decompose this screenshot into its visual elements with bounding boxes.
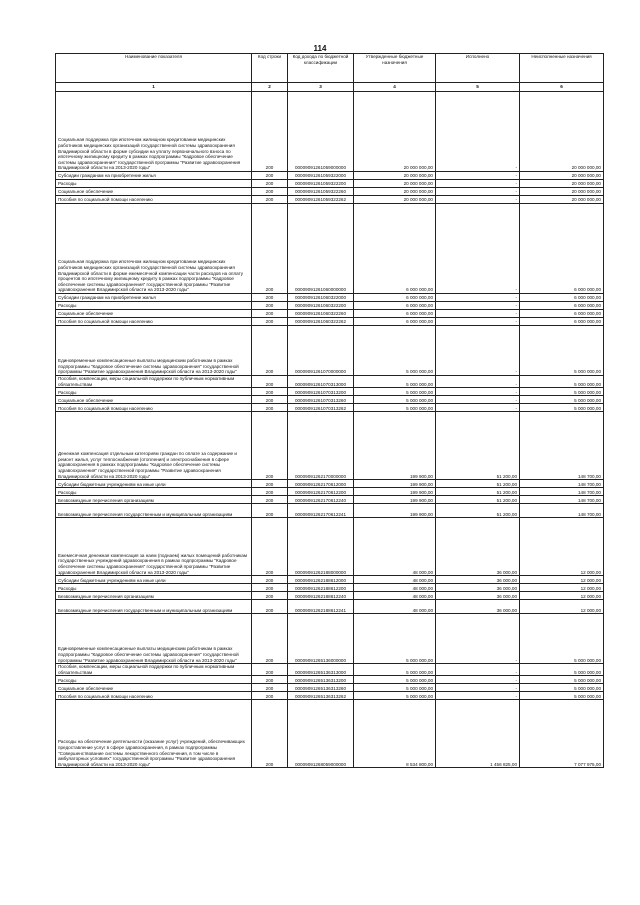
row-unexecuted: 148 700,00 xyxy=(520,480,604,488)
row-budget-code: 00009091265136313260 xyxy=(288,684,354,692)
table-row xyxy=(56,584,604,592)
table-row xyxy=(56,188,604,196)
row-unexecuted: 5 000 000,00 xyxy=(520,388,604,396)
row-budget-code: 00009091261070313260 xyxy=(288,396,354,404)
row-line-code: 200 xyxy=(252,318,288,326)
row-unexecuted: 148 700,00 xyxy=(520,412,604,480)
row-unexecuted: 5 000 000,00 xyxy=(520,376,604,388)
row-approved: 5 000 000,00 xyxy=(354,614,436,664)
row-line-code: 200 xyxy=(252,404,288,412)
row-line-code: 200 xyxy=(252,310,288,318)
table-row xyxy=(56,488,604,496)
row-budget-code: 00009091265136313262 xyxy=(288,692,354,700)
row-approved: 48 000,00 xyxy=(354,576,436,584)
row-line-code: 200 xyxy=(252,326,288,376)
table-row xyxy=(56,376,604,388)
table-row xyxy=(56,518,604,576)
row-budget-code: 00009091261059322260 xyxy=(288,188,354,196)
row-name: Ежемесячная денежная компенсация за наем (поднаем) жилых помещений работникам государственных учреждений здравоохранения в рамках подпрограммы "Кадровое обеспечение системы здравоохранения" государственной программы "Развитие здравоохранения Владимирской области на 2013-2020 годы" xyxy=(56,518,252,576)
row-executed: 1 456 825,00 xyxy=(436,700,520,768)
row-budget-code: 00009091261070313000 xyxy=(288,376,354,388)
row-executed: - xyxy=(436,310,520,318)
row-approved: 6 000 000,00 xyxy=(354,302,436,310)
row-name: Пособия по социальной помощи населению xyxy=(56,196,252,204)
row-line-code: 200 xyxy=(252,488,288,496)
row-budget-code: 00009091262188612240 xyxy=(288,592,354,600)
table-row xyxy=(56,676,604,684)
table-row xyxy=(56,396,604,404)
row-budget-code: 00009091265136313200 xyxy=(288,676,354,684)
row-approved: 20 000 000,00 xyxy=(354,188,436,196)
row-line-code: 200 xyxy=(252,172,288,180)
row-line-code: 200 xyxy=(252,302,288,310)
row-approved: 8 534 800,00 xyxy=(354,700,436,768)
row-name: Пособия, компенсации, меры социальной поддержки по публичным нормативным обязательствам xyxy=(56,376,252,388)
row-budget-code: 00009091262170612200 xyxy=(288,488,354,496)
row-name: Пособия по социальной помощи населению xyxy=(56,692,252,700)
row-approved: 5 000 000,00 xyxy=(354,676,436,684)
row-name: Субсидии бюджетным учреждениям на иные цели xyxy=(56,480,252,488)
row-approved: 5 000 000,00 xyxy=(354,326,436,376)
row-name: Пособия по социальной помощи населению xyxy=(56,404,252,412)
row-line-code: 200 xyxy=(252,700,288,768)
row-approved: 48 000,00 xyxy=(354,518,436,576)
row-line-code: 200 xyxy=(252,518,288,576)
row-line-code: 200 xyxy=(252,388,288,396)
row-unexecuted: 6 000 000,00 xyxy=(520,204,604,294)
row-approved: 199 900,00 xyxy=(354,412,436,480)
row-executed: 36 000,00 xyxy=(436,584,520,592)
table-row xyxy=(56,496,604,504)
row-executed: 36 000,00 xyxy=(436,600,520,614)
table-row xyxy=(56,310,604,318)
row-unexecuted: 6 000 000,00 xyxy=(520,318,604,326)
row-line-code: 200 xyxy=(252,480,288,488)
row-line-code: 200 xyxy=(252,614,288,664)
table-row xyxy=(56,614,604,664)
row-name: Единовременные компенсационные выплаты медицинским работникам в рамках подпрограммы "Кадровое обеспечение системы здравоохранения" государственной программы "Развитие здравоохранения Владимирской области на 2013-2020 годы" xyxy=(56,326,252,376)
row-line-code: 200 xyxy=(252,204,288,294)
header-name: Наименование показателя xyxy=(56,54,252,83)
row-unexecuted: 7 077 975,00 xyxy=(520,700,604,768)
row-name: Безвозмездные перечисления государственным и муниципальным организациям xyxy=(56,504,252,518)
row-name: Социальное обеспечение xyxy=(56,188,252,196)
row-unexecuted: 5 000 000,00 xyxy=(520,664,604,676)
row-executed: - xyxy=(436,318,520,326)
column-number: 5 xyxy=(436,83,520,92)
row-executed: - xyxy=(436,326,520,376)
row-budget-code: 00009091261059322000 xyxy=(288,172,354,180)
header-line-code: Код строки xyxy=(252,54,288,83)
row-line-code: 200 xyxy=(252,592,288,600)
row-executed: 51 200,00 xyxy=(436,496,520,504)
row-name: Расходы xyxy=(56,676,252,684)
table-body xyxy=(56,92,604,768)
row-budget-code: 00009091262170612241 xyxy=(288,504,354,518)
row-budget-code: 00009091261059322200 xyxy=(288,180,354,188)
row-unexecuted: 148 700,00 xyxy=(520,504,604,518)
row-line-code: 200 xyxy=(252,188,288,196)
row-approved: 20 000 000,00 xyxy=(354,180,436,188)
row-unexecuted: 20 000 000,00 xyxy=(520,172,604,180)
row-unexecuted: 5 000 000,00 xyxy=(520,684,604,692)
row-budget-code: 00009091261070000000 xyxy=(288,326,354,376)
row-name: Расходы xyxy=(56,180,252,188)
table-row xyxy=(56,180,604,188)
table-row xyxy=(56,600,604,614)
row-approved: 5 000 000,00 xyxy=(354,396,436,404)
row-unexecuted: 12 000,00 xyxy=(520,600,604,614)
row-executed: 36 000,00 xyxy=(436,518,520,576)
row-unexecuted: 5 000 000,00 xyxy=(520,326,604,376)
row-budget-code: 00009091262188612000 xyxy=(288,576,354,584)
column-number: 1 xyxy=(56,83,252,92)
row-line-code: 200 xyxy=(252,496,288,504)
column-number-row xyxy=(56,83,604,92)
header-unexecuted: Неисполненные назначения xyxy=(520,54,604,83)
header-executed: Исполнено xyxy=(436,54,520,83)
row-line-code: 200 xyxy=(252,684,288,692)
row-approved: 48 000,00 xyxy=(354,592,436,600)
row-line-code: 200 xyxy=(252,376,288,388)
row-line-code: 200 xyxy=(252,664,288,676)
header-budget-code: Код дохода по бюджетной классификации xyxy=(288,54,354,83)
column-number: 2 xyxy=(252,83,288,92)
row-approved: 5 000 000,00 xyxy=(354,664,436,676)
column-number: 6 xyxy=(520,83,604,92)
row-line-code: 200 xyxy=(252,584,288,592)
row-approved: 199 900,00 xyxy=(354,504,436,518)
row-unexecuted: 6 000 000,00 xyxy=(520,294,604,302)
row-budget-code: 00009091261060322260 xyxy=(288,310,354,318)
row-budget-code: 00009091261060322000 xyxy=(288,294,354,302)
row-unexecuted: 6 000 000,00 xyxy=(520,310,604,318)
row-approved: 6 000 000,00 xyxy=(354,204,436,294)
table-row xyxy=(56,92,604,172)
row-executed: - xyxy=(436,404,520,412)
row-name: Безвозмездные перечисления организациям xyxy=(56,592,252,600)
row-approved: 5 000 000,00 xyxy=(354,388,436,396)
row-budget-code: 00009091261060322200 xyxy=(288,302,354,310)
row-line-code: 200 xyxy=(252,504,288,518)
row-approved: 20 000 000,00 xyxy=(354,172,436,180)
table-row xyxy=(56,404,604,412)
row-executed: - xyxy=(436,376,520,388)
row-approved: 20 000 000,00 xyxy=(354,92,436,172)
row-name: Расходы xyxy=(56,584,252,592)
row-unexecuted: 20 000 000,00 xyxy=(520,196,604,204)
table-row xyxy=(56,412,604,480)
row-unexecuted: 12 000,00 xyxy=(520,584,604,592)
table-row xyxy=(56,664,604,676)
row-name: Пособия по социальной помощи населению xyxy=(56,318,252,326)
row-executed: - xyxy=(436,172,520,180)
row-executed: - xyxy=(436,614,520,664)
row-executed: - xyxy=(436,396,520,404)
row-unexecuted: 12 000,00 xyxy=(520,576,604,584)
page-number: 114 xyxy=(313,44,327,53)
row-line-code: 200 xyxy=(252,196,288,204)
row-approved: 5 000 000,00 xyxy=(354,404,436,412)
row-budget-code: 00009091261070313200 xyxy=(288,388,354,396)
row-executed: 36 000,00 xyxy=(436,576,520,584)
row-unexecuted: 20 000 000,00 xyxy=(520,180,604,188)
row-unexecuted: 20 000 000,00 xyxy=(520,188,604,196)
row-approved: 199 900,00 xyxy=(354,496,436,504)
row-budget-code: 00009091261060000000 xyxy=(288,204,354,294)
row-executed: - xyxy=(436,388,520,396)
table-row xyxy=(56,388,604,396)
row-name: Социальная поддержка при ипотечном жилищном кредитовании медицинских работников медицинских организаций государственной системы здравоохранения Владимирской области в форме субсидии на уплату первоначального взноса по ипотечному жилищному кредиту в рамках подпрограммы "Кадровое обеспечение системы здравоохранения" государственной программы "Развитие здравоохранения Владимирской области на 2013-2020 годы" xyxy=(56,92,252,172)
table-row xyxy=(56,684,604,692)
row-name: Расходы xyxy=(56,302,252,310)
row-budget-code: 00009091261060322262 xyxy=(288,318,354,326)
row-budget-code: 00009091268059000000 xyxy=(288,700,354,768)
row-executed: 51 200,00 xyxy=(436,488,520,496)
row-budget-code: 00009091262170000000 xyxy=(288,412,354,480)
row-name: Социальное обеспечение xyxy=(56,310,252,318)
table-row xyxy=(56,204,604,294)
row-executed: - xyxy=(436,684,520,692)
row-unexecuted: 148 700,00 xyxy=(520,488,604,496)
table-row xyxy=(56,196,604,204)
row-name: Социальное обеспечение xyxy=(56,684,252,692)
row-line-code: 200 xyxy=(252,412,288,480)
row-unexecuted: 5 000 000,00 xyxy=(520,396,604,404)
row-executed: 51 200,00 xyxy=(436,412,520,480)
row-unexecuted: 5 000 000,00 xyxy=(520,676,604,684)
row-line-code: 200 xyxy=(252,92,288,172)
row-approved: 5 000 000,00 xyxy=(354,376,436,388)
row-line-code: 200 xyxy=(252,676,288,684)
row-budget-code: 00009091261070313262 xyxy=(288,404,354,412)
row-executed: - xyxy=(436,92,520,172)
table-row xyxy=(56,576,604,584)
header-approved: Утвержденные бюджетные назначения xyxy=(354,54,436,83)
row-executed: 51 200,00 xyxy=(436,480,520,488)
row-approved: 5 000 000,00 xyxy=(354,684,436,692)
column-number: 4 xyxy=(354,83,436,92)
row-approved: 199 900,00 xyxy=(354,488,436,496)
row-line-code: 200 xyxy=(252,294,288,302)
row-unexecuted: 12 000,00 xyxy=(520,592,604,600)
row-name: Безвозмездные перечисления организациям xyxy=(56,496,252,504)
row-unexecuted: 5 000 000,00 xyxy=(520,692,604,700)
row-unexecuted: 12 000,00 xyxy=(520,518,604,576)
row-name: Социальная поддержка при ипотечном жилищном кредитовании медицинских работников медицинских организаций государственной системы здравоохранения Владимирской области в форме ежемесячной компенсации части расходов на оплату процентов по ипотечному жилищному кредиту в рамках подпрограммы "Кадровое обеспечение системы здравоохранения" государственной программы "Развитие здравоохранения Владимирской области на 2013-2020 годы" xyxy=(56,204,252,294)
row-unexecuted: 5 000 000,00 xyxy=(520,404,604,412)
row-budget-code: 00009091261059322262 xyxy=(288,196,354,204)
row-executed: - xyxy=(436,180,520,188)
row-executed: - xyxy=(436,692,520,700)
table-row xyxy=(56,318,604,326)
table-row xyxy=(56,692,604,700)
row-budget-code: 00009091265136313000 xyxy=(288,664,354,676)
row-executed: - xyxy=(436,196,520,204)
row-line-code: 200 xyxy=(252,576,288,584)
row-line-code: 200 xyxy=(252,396,288,404)
row-name: Субсидии бюджетным учреждениям на иные цели xyxy=(56,576,252,584)
row-name: Расходы xyxy=(56,488,252,496)
row-budget-code: 00009091265136000000 xyxy=(288,614,354,664)
table-row xyxy=(56,592,604,600)
row-executed: - xyxy=(436,676,520,684)
row-approved: 48 000,00 xyxy=(354,600,436,614)
row-name: Субсидии гражданам на приобретение жилья xyxy=(56,172,252,180)
row-executed: - xyxy=(436,188,520,196)
row-budget-code: 00009091262170612000 xyxy=(288,480,354,488)
row-executed: - xyxy=(436,204,520,294)
row-approved: 199 900,00 xyxy=(354,480,436,488)
column-number: 3 xyxy=(288,83,354,92)
row-executed: - xyxy=(436,302,520,310)
row-executed: - xyxy=(436,664,520,676)
row-budget-code: 00009091261059000000 xyxy=(288,92,354,172)
row-name: Денежная компенсация отдельным категориям граждан по оплате за содержание и ремонт жилья, услуг теплоснабжения (отопления) и электроснабжения в сфере здравоохранения в рамках подпрограммы "Кадровое обеспечение системы здравоохранения" государственной программы "Развитие здравоохранения Владимирской области на 2013-2020 годы" xyxy=(56,412,252,480)
row-name: Социальное обеспечение xyxy=(56,396,252,404)
row-executed: - xyxy=(436,294,520,302)
row-approved: 20 000 000,00 xyxy=(354,196,436,204)
table-row xyxy=(56,480,604,488)
row-unexecuted: 6 000 000,00 xyxy=(520,302,604,310)
row-name: Безвозмездные перечисления государственным и муниципальным организациям xyxy=(56,600,252,614)
table-row xyxy=(56,326,604,376)
table-row xyxy=(56,172,604,180)
row-approved: 6 000 000,00 xyxy=(354,318,436,326)
row-name: Единовременные компенсационные выплаты медицинским работникам в рамках подпрограммы "Кадровое обеспечение системы здравоохранения" государственной программы "Развитие здравоохранения Владимирской области на 2013-2020 годы" xyxy=(56,614,252,664)
row-budget-code: 00009091262188612200 xyxy=(288,584,354,592)
row-line-code: 200 xyxy=(252,692,288,700)
budget-execution-table xyxy=(55,53,604,768)
row-name: Расходы xyxy=(56,388,252,396)
row-approved: 5 000 000,00 xyxy=(354,692,436,700)
row-name: Пособия, компенсации, меры социальной поддержки по публичным нормативным обязательствам xyxy=(56,664,252,676)
row-unexecuted: 20 000 000,00 xyxy=(520,92,604,172)
table-row xyxy=(56,294,604,302)
row-budget-code: 00009091262170612240 xyxy=(288,496,354,504)
row-approved: 6 000 000,00 xyxy=(354,294,436,302)
row-approved: 48 000,00 xyxy=(354,584,436,592)
row-name: Субсидии гражданам на приобретение жилья xyxy=(56,294,252,302)
row-executed: 51 200,00 xyxy=(436,504,520,518)
header-row xyxy=(56,54,604,83)
row-approved: 6 000 000,00 xyxy=(354,310,436,318)
table-row xyxy=(56,504,604,518)
row-name: Расходы на обеспечение деятельности (оказание услуг) учреждений, обеспечивающих предоставление услуг в сфере здравоохранения, в рамках подпрограммы "Совершенствование системы лекарственного обеспечения, в том числе в амбулаторных условиях" государственной программы "Развитие здравоохранения Владимирской области на 2013-2020 годы" xyxy=(56,700,252,768)
table-row xyxy=(56,700,604,768)
row-unexecuted: 148 700,00 xyxy=(520,496,604,504)
row-executed: 36 000,00 xyxy=(436,592,520,600)
row-line-code: 200 xyxy=(252,180,288,188)
row-budget-code: 00009091262188612241 xyxy=(288,600,354,614)
table-row xyxy=(56,302,604,310)
row-budget-code: 00009091262188000000 xyxy=(288,518,354,576)
row-line-code: 200 xyxy=(252,600,288,614)
row-unexecuted: 5 000 000,00 xyxy=(520,614,604,664)
